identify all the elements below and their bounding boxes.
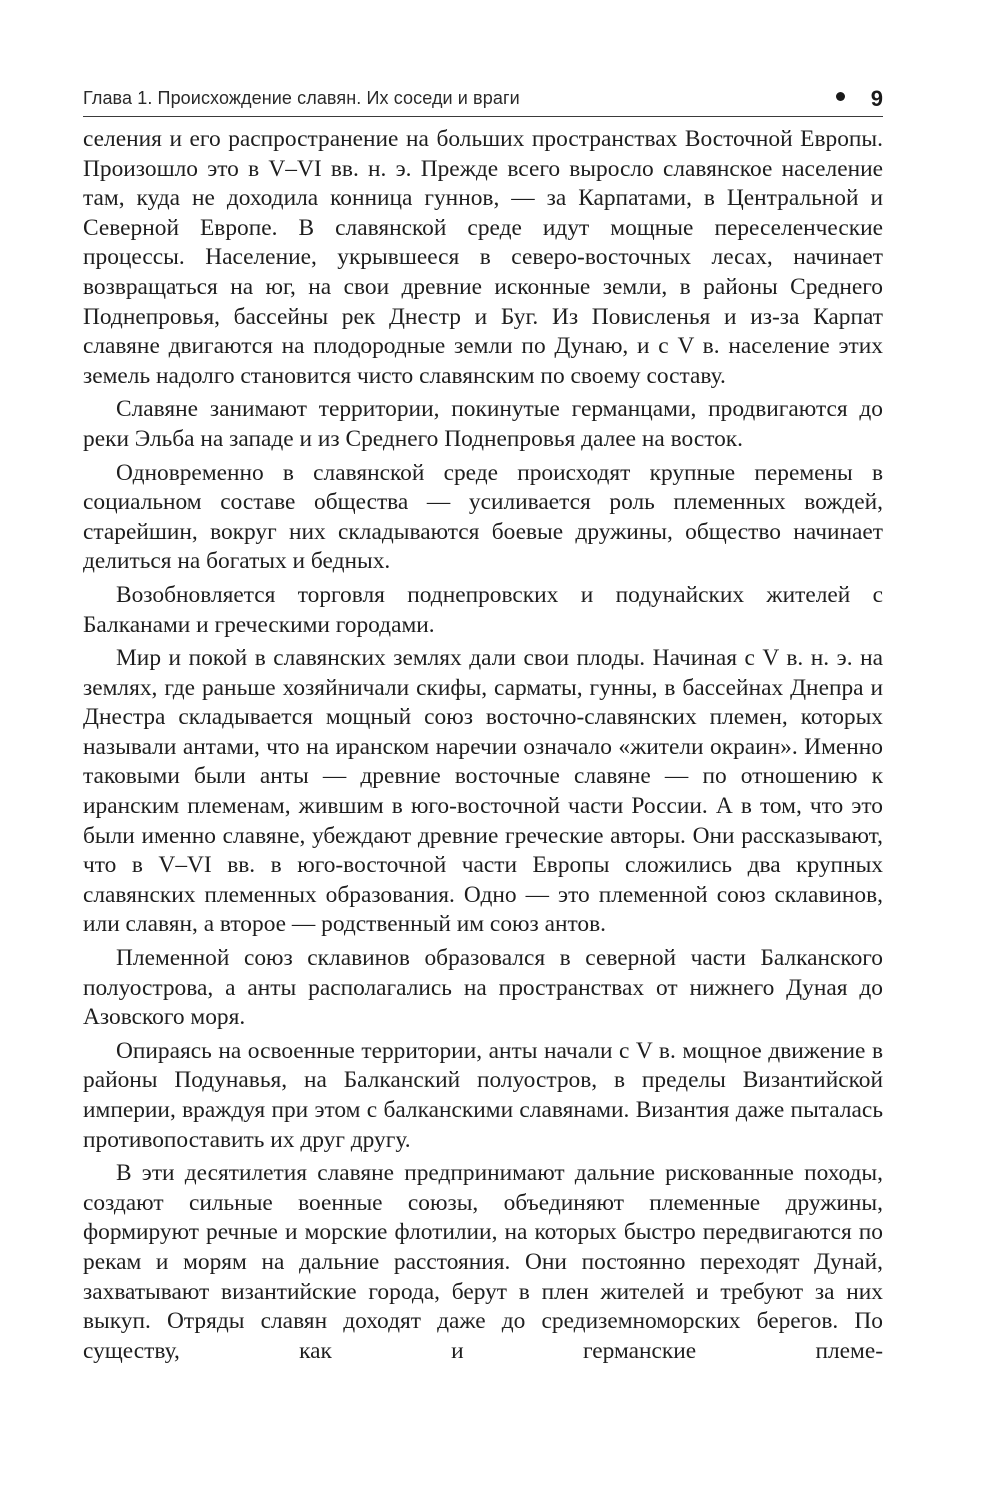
body-text bbox=[83, 125, 883, 1366]
paragraph: Мир и покой в славянских землях дали свои плоды. Начиная с V в. н. э. на землях, где раньше хозяйничали скифы, сарматы, гунны, в бассейнах Днепра и Днестра складывается мощный союз восточно-славянских племен, которых называли антами, что на иранском наречии означало «жители окраин». Именно таковыми были анты — древние восточные славяне — по отношению к иранским племенам, жившим в юго-восточной части России. А в том, что это были именно славяне, убеждают древние греческие авторы. Они рассказывают, что в V–VI вв. в юго-восточной части Европы сложились два крупных славянских племенных образования. Одно — это племенной союз склавинов, или славян, а второе — родственный им союз антов. bbox=[83, 645, 883, 938]
paragraph: Славяне занимают территории, покинутые германцами, продвигаются до реки Эльба на западе и из Среднего Поднепровья далее на восток. bbox=[83, 396, 883, 452]
paragraph: Опираясь на освоенные территории, анты начали с V в. мощное движение в районы Подунавья, на Балканский полуостров, в пределы Византийской империи, враждуя при этом с балканскими славянами. Византия даже пыталась противопоставить их друг другу. bbox=[83, 1037, 883, 1153]
book-page bbox=[83, 78, 883, 1366]
paragraph: Одновременно в славянской среде происходят крупные перемены в социальном составе общества — усиливается роль племенных вождей, старейшин, вокруг них складываются боевые дружины, общество начинает делиться на богатых и бедных. bbox=[83, 459, 883, 575]
chapter-title: Глава 1. Происхождение славян. Их соседи и враги bbox=[83, 88, 520, 108]
paragraph: Племенной союз склавинов образовался в северной части Балканского полуострова, а анты располагались на пространствах от нижнего Дуная до Азовского моря. bbox=[83, 945, 883, 1031]
bullet-icon bbox=[836, 92, 845, 101]
paragraph: Возобновляется торговля поднепровских и подунайских жителей с Балканами и греческими городами. bbox=[83, 581, 883, 638]
page-marker bbox=[836, 86, 883, 112]
page-number: 9 bbox=[870, 86, 883, 111]
paragraph-continued: В эти десятилетия славяне предпринимают дальние рискованные походы, создают сильные военные союзы, объединяют племенные дружины, формируют речные и морские флотилии, на которых быстро передвигаются по рекам и морям на дальние расстояния. Они постоянно переходят Дунай, захватывают византийские города, берут в плен жителей и требуют за них выкуп. Отряды славян доходят даже до средиземноморских берегов. По существу, как и германские племе- bbox=[83, 1160, 883, 1364]
running-head bbox=[83, 78, 883, 117]
paragraph-continuation: селения и его распространение на больших пространствах Восточной Европы. Произошло это в V–VI вв. н. э. Прежде всего выросло славянское население там, куда не доходила конница гуннов, — за Карпатами, в Центральной и Северной Европе. В славянской среде идут мощные переселенческие процессы. Население, укрывшееся в северо-восточных лесах, начинает возвращаться на юг, на свои древние исконные земли, в районы Среднего Поднепровья, бассейны рек Днестр и Буг. Из Повисленья и из-за Карпат славяне двигаются на плодородные земли по Дунаю, и с V в. население этих земель надолго становится чисто славянским по своему составу. bbox=[83, 126, 883, 389]
